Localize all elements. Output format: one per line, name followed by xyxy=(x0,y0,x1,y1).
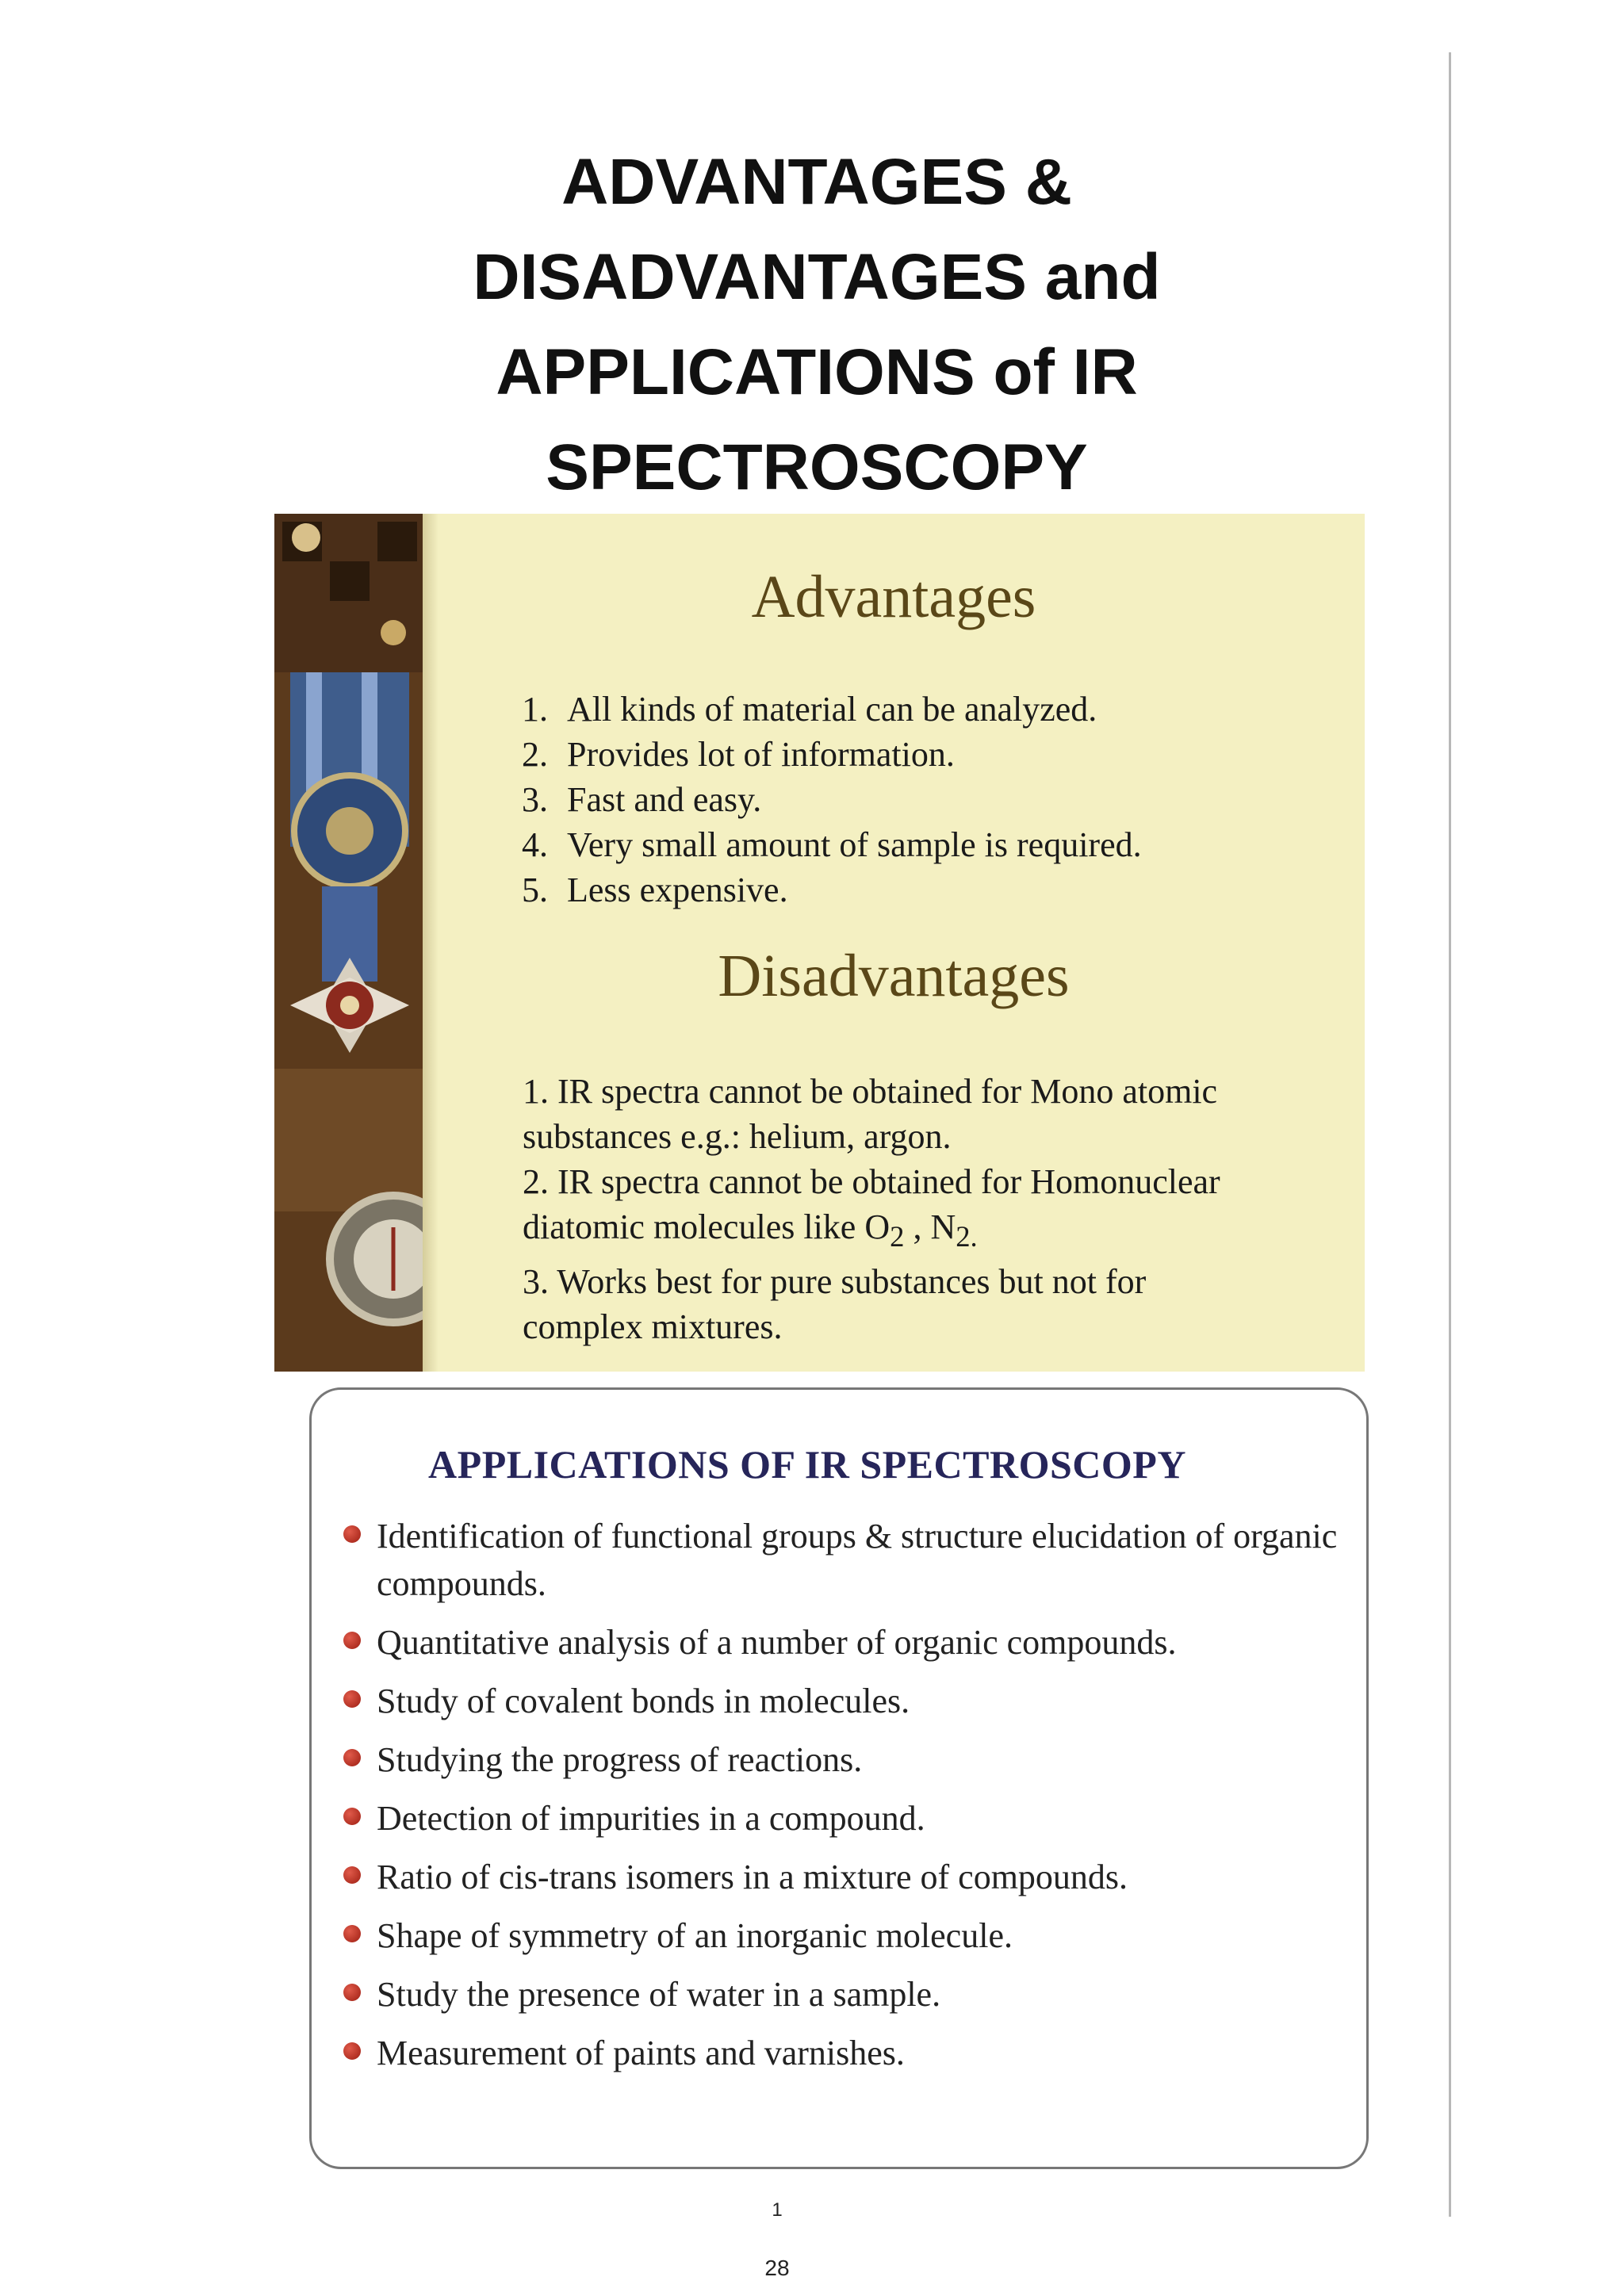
list-item: 2. Provides lot of information. xyxy=(522,735,955,774)
advantage-text: Fast and easy. xyxy=(567,780,762,819)
list-item: 4. Very small amount of sample is required. xyxy=(522,825,1142,864)
disadvantage-line: substances e.g.: helium, argon. xyxy=(523,1117,952,1156)
disadvantage-line: complex mixtures. xyxy=(523,1307,783,1346)
bullet-icon xyxy=(343,2042,361,2060)
subscript: 2. xyxy=(956,1219,978,1253)
list-item xyxy=(343,1854,1350,1901)
decorative-medal-image xyxy=(274,514,423,1372)
list-item xyxy=(343,1513,1350,1608)
advantage-text: All kinds of material can be analyzed. xyxy=(567,690,1097,729)
applications-heading: APPLICATIONS OF IR SPECTROSCOPY xyxy=(428,1442,1186,1487)
page-number: 28 xyxy=(764,2256,790,2280)
list-item xyxy=(343,1795,1350,1843)
list-item xyxy=(343,1912,1350,1960)
advantages-heading: Advantages xyxy=(751,564,1036,630)
bullet-icon xyxy=(343,1925,361,1942)
advantage-text: Very small amount of sample is required. xyxy=(567,825,1142,864)
list-item: 3. Fast and easy. xyxy=(522,780,762,819)
advantage-text: Less expensive. xyxy=(567,871,788,909)
applications-list xyxy=(343,1513,1350,2088)
bullet-icon xyxy=(343,1808,361,1825)
disadvantage-text: diatomic molecules like O xyxy=(523,1207,891,1246)
list-item xyxy=(343,2030,1350,2077)
bullet-icon xyxy=(343,1984,361,2001)
bullet-icon xyxy=(343,1525,361,1543)
application-text: Measurement of paints and varnishes. xyxy=(377,2034,905,2072)
list-item: 1. All kinds of material can be analyzed. xyxy=(522,690,1097,729)
bullet-icon xyxy=(343,1866,361,1884)
bullet-icon xyxy=(343,1632,361,1649)
disadvantage-line: 3. Works best for pure substances but not for xyxy=(523,1261,1147,1301)
application-text: Study of covalent bonds in molecules. xyxy=(377,1682,910,1720)
title-line: DISADVANTAGES and xyxy=(473,241,1161,313)
application-text: Ratio of cis-trans isomers in a mixture of compounds. xyxy=(377,1858,1128,1896)
advantages-list xyxy=(492,687,1142,913)
bullet-icon xyxy=(343,1690,361,1708)
list-item xyxy=(343,1971,1350,2019)
advantages-slide xyxy=(274,514,1365,1372)
title-line: APPLICATIONS of IR xyxy=(496,336,1138,408)
list-item xyxy=(343,1678,1350,1725)
application-text: Studying the progress of reactions. xyxy=(377,1740,863,1779)
list-item xyxy=(343,1619,1350,1667)
application-text: Quantitative analysis of a number of organic compounds. xyxy=(377,1623,1177,1662)
document-title xyxy=(341,135,1293,515)
disadvantages-heading: Disadvantages xyxy=(718,943,1070,1009)
disadvantage-line xyxy=(523,1204,1347,1259)
disadvantage-text: , N xyxy=(904,1207,956,1246)
subscript: 2 xyxy=(890,1219,905,1253)
list-item: 5. Less expensive. xyxy=(522,871,788,909)
title-line: ADVANTAGES & xyxy=(561,146,1072,218)
slide-number: 1 xyxy=(772,2199,783,2221)
page-margin-rule xyxy=(1449,52,1451,2217)
application-text: Shape of symmetry of an inorganic molecule. xyxy=(377,1916,1013,1955)
application-text: Study the presence of water in a sample. xyxy=(377,1975,941,2014)
bullet-icon xyxy=(343,1749,361,1766)
advantage-text: Provides lot of information. xyxy=(567,735,955,774)
disadvantage-line: 2. IR spectra cannot be obtained for Homonuclear xyxy=(523,1162,1220,1201)
title-line: SPECTROSCOPY xyxy=(546,431,1088,503)
disadvantages-list xyxy=(523,1069,1347,1349)
application-text: Detection of impurities in a compound. xyxy=(377,1799,925,1838)
disadvantage-line: 1. IR spectra cannot be obtained for Mono atomic xyxy=(523,1072,1218,1111)
applications-panel xyxy=(309,1387,1369,2169)
list-item xyxy=(343,1736,1350,1784)
application-text: Identification of functional groups & structure elucidation of organic compounds. xyxy=(377,1517,1338,1603)
